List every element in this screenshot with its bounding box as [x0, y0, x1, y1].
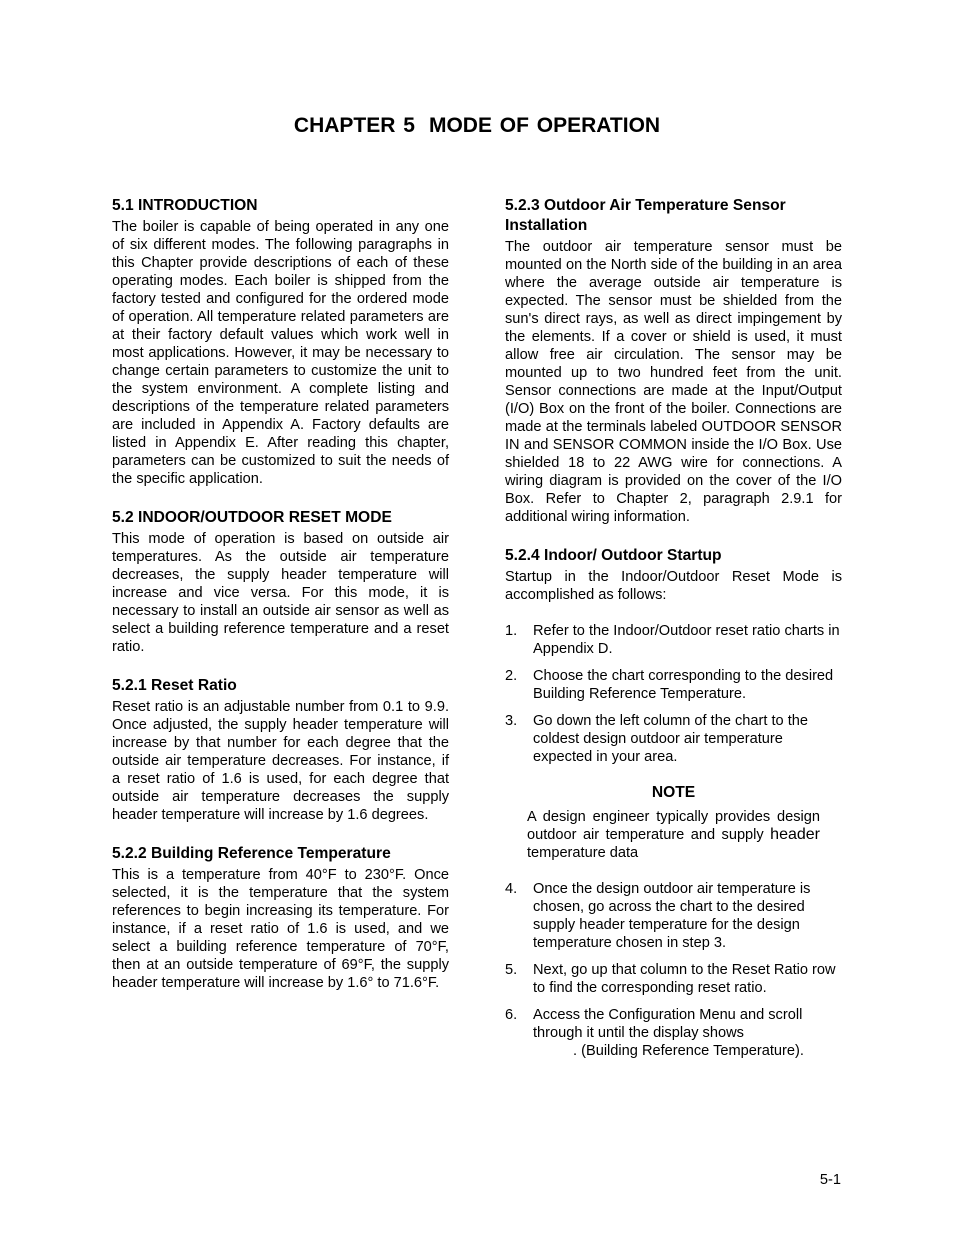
chapter-number: CHAPTER 5 — [293, 114, 415, 137]
chapter-title — [0, 114, 954, 138]
section-5-2-2 — [112, 844, 449, 992]
section-heading: 5.2 INDOOR/OUTDOOR RESET MODE — [112, 509, 392, 526]
section-heading: 5.2.4 Indoor/ Outdoor Startup — [505, 547, 722, 564]
section-5-2 — [112, 508, 449, 656]
note-body: A design engineer typically provides design outdoor air temperature and supply header temperature data — [527, 809, 820, 861]
chapter-name: MODE OF OPERATION — [428, 114, 661, 137]
list-item: 1. Refer to the Indoor/Outdoor reset ratio charts in Appendix D. — [505, 623, 840, 657]
section-body: The outdoor air temperature sensor must be mounted on the North side of the building in an area where the average outside air temperature is expected. The sensor must be shielded from the sun's direct rays, as well as direct impingement by the elements. If a cover or shield is used, it must allow free air circulation. The sensor may be mounted up to two hundred feet from the unit. Sensor connections are made at the Input/Output (I/O) Box on the front of the boiler. Connections are made at the terminals labeled OUTDOOR SENSOR IN and SENSOR COMMON inside the I/O Box. Use shielded 18 to 22 AWG wire for connections. A wiring diagram is provided on the cover of the I/O Box. Refer to Chapter 2, paragraph 2.9.1 for additional wiring information. — [505, 239, 842, 525]
section-heading: 5.2.1 Reset Ratio — [112, 677, 237, 694]
section-heading: 5.2.2 Building Reference Temperature — [112, 845, 391, 862]
section-5-1 — [112, 196, 449, 488]
left-column — [112, 196, 449, 1012]
startup-steps-list-continued — [505, 880, 842, 1060]
list-item: 5. Next, go up that column to the Reset Ratio row to find the corresponding reset ratio. — [505, 962, 836, 996]
list-item: 6. Access the Configuration Menu and scroll through it until the display shows . (Building Reference Temperature). — [505, 1006, 842, 1060]
section-body: This is a temperature from 40°F to 230°F. Once selected, it is the temperature that the system references to begin increasing its temperature. For instance, if a reset ratio of 1.6 is used, and we select a building reference temperature of 70°F, then at an outside temperature of 69°F, the supply header temperature will increase by 1.6° to 71.6°F. — [112, 867, 449, 991]
startup-steps-list — [505, 622, 842, 766]
section-body: This mode of operation is based on outside air temperatures. As the outside air temperature decreases, the supply header temperature will increase and vice versa. For this mode, it is necessary to install an outside air sensor as well as select a building reference temperature and a reset ratio. — [112, 531, 449, 655]
section-heading: 5.1 INTRODUCTION — [112, 197, 258, 214]
right-column — [505, 196, 842, 1069]
list-item: 2. Choose the chart corresponding to the desired Building Reference Temperature. — [505, 668, 834, 702]
step-6-tail: . (Building Reference Temperature). — [573, 1043, 804, 1059]
list-item: 4. Once the design outdoor air temperature is chosen, go across the chart to the desired supply header temperature for the design temperature chosen in step 3. — [505, 881, 811, 951]
note-title: NOTE — [651, 784, 696, 801]
section-body: Startup in the Indoor/Outdoor Reset Mode is accomplished as follows: — [505, 569, 842, 603]
section-body: The boiler is capable of being operated in any one of six different modes. The following paragraphs in this Chapter provide descriptions of each of these operating modes. Each boiler is shipped from the factory tested and configured for the ordered mode of operation. All temperature related parameters are at their factory default values which work well in most applications. However, it may be necessary to change certain parameters to customize the unit to the system environment. A complete listing and descriptions of the temperature related parameters are included in Appendix A. Factory defaults are listed in Appendix E. After reading this chapter, parameters can be customized to suit the needs of the specific application. — [112, 219, 449, 487]
section-5-2-3 — [505, 196, 842, 526]
section-heading: 5.2.3 Outdoor Air Temperature Sensor Installation — [505, 197, 786, 234]
section-5-2-1 — [112, 676, 449, 824]
section-5-2-4 — [505, 546, 842, 604]
page-number: 5-1 — [819, 1172, 841, 1188]
section-body: Reset ratio is an adjustable number from 0.1 to 9.9. Once adjusted, the supply header temperature will increase by that number for each degree that the outside air temperature decreases. For instance, if a reset ratio of 1.6 is used, for each degree that outside air temperature decreases the supply header temperature will increase by 1.6 degrees. — [112, 699, 449, 823]
list-item: 3. Go down the left column of the chart to the coldest design outdoor air temperature expected in your area. — [505, 713, 809, 765]
